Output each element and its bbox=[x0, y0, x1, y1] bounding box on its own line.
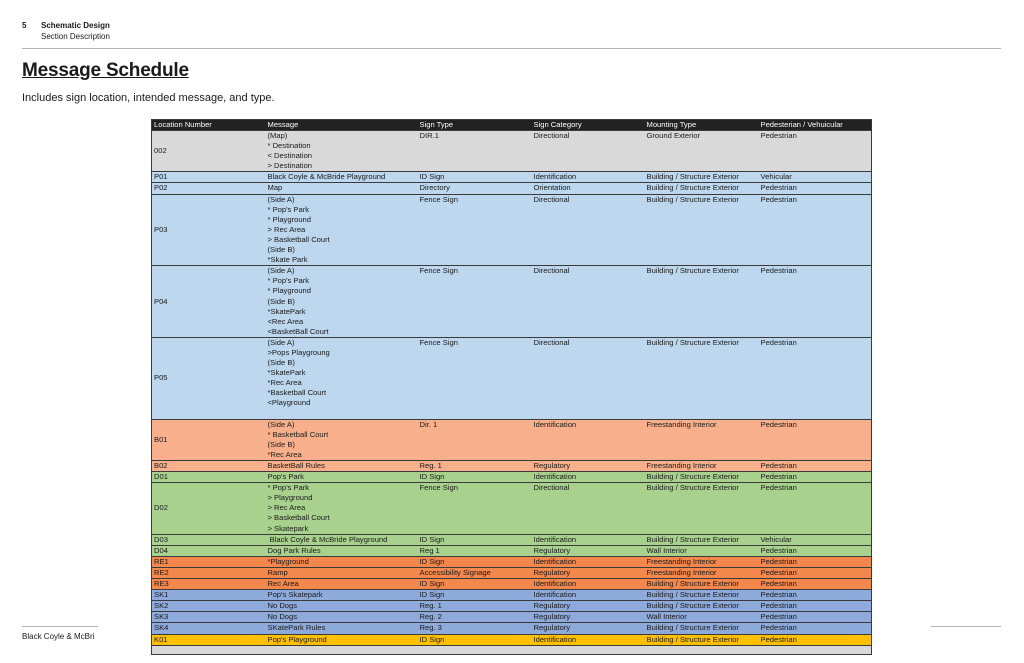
table-row bbox=[152, 483, 872, 534]
cell-mounting-type: Building / Structure Exterior bbox=[645, 266, 759, 338]
cell-message: Ramp bbox=[266, 567, 418, 578]
cell-sign-category: Identification bbox=[532, 579, 645, 590]
cell-sign-type: ID Sign bbox=[418, 534, 532, 545]
cell-mounting-type: Building / Structure Exterior bbox=[645, 623, 759, 634]
page-subtitle: Includes sign location, intended message, and type. bbox=[22, 92, 275, 104]
cell-location: B01 bbox=[152, 419, 266, 460]
cell-message: No Dogs bbox=[266, 612, 418, 623]
cell-sign-category: Directional bbox=[532, 266, 645, 338]
cell-mounting-type: Building / Structure Exterior bbox=[645, 601, 759, 612]
cell-pedestrian-vehicular: Pedestrian bbox=[759, 183, 872, 194]
cell-message: (Side A) >Pops Playgroung (Side B) *SkatePark *Rec Area *Basketball Court <Playground bbox=[266, 337, 418, 419]
table-body bbox=[152, 131, 872, 655]
cell-mounting-type: Building / Structure Exterior bbox=[645, 472, 759, 483]
cell-mounting-type: Building / Structure Exterior bbox=[645, 534, 759, 545]
cell-message: (Side A) * Pop's Park * Playground > Rec Area > Basketball Court (Side B) *Skate Park bbox=[266, 194, 418, 266]
cell-mounting-type: Freestanding Interior bbox=[645, 567, 759, 578]
cell-message: *Playground bbox=[266, 556, 418, 567]
cell-sign-category: Identification bbox=[532, 634, 645, 645]
cell-location: B02 bbox=[152, 461, 266, 472]
cell-pedestrian-vehicular: Pedestrian bbox=[759, 131, 872, 172]
cell-location: P02 bbox=[152, 183, 266, 194]
footer-divider-left bbox=[22, 626, 98, 627]
cell-location: RE1 bbox=[152, 556, 266, 567]
cell-mounting-type: Freestanding Interior bbox=[645, 461, 759, 472]
cell-location: SK3 bbox=[152, 612, 266, 623]
page-title: Message Schedule bbox=[22, 60, 189, 81]
cell-message: Black Coyle & McBride Playground bbox=[266, 172, 418, 183]
cell-pedestrian-vehicular: Pedestrian bbox=[759, 483, 872, 534]
cell-pedestrian-vehicular: Pedestrian bbox=[759, 266, 872, 338]
cell-message: Map bbox=[266, 183, 418, 194]
cell-mounting-type: Ground Exterior bbox=[645, 131, 759, 172]
table-row bbox=[152, 194, 872, 266]
cell-message: Dog Park Rules bbox=[266, 545, 418, 556]
cell-mounting-type: Building / Structure Exterior bbox=[645, 634, 759, 645]
cell-message: SKatePark Rules bbox=[266, 623, 418, 634]
cell-location: P03 bbox=[152, 194, 266, 266]
table-row bbox=[152, 534, 872, 545]
table-row bbox=[152, 461, 872, 472]
cell-sign-type: Accessibility Signage bbox=[418, 567, 532, 578]
cell-pedestrian-vehicular: Pedestrian bbox=[759, 579, 872, 590]
cell-sign-type: ID Sign bbox=[418, 590, 532, 601]
cell-sign-category: Identification bbox=[532, 172, 645, 183]
table-row bbox=[152, 567, 872, 578]
cell-mounting-type: Building / Structure Exterior bbox=[645, 590, 759, 601]
cell-sign-category: Identification bbox=[532, 556, 645, 567]
cell-mounting-type: Building / Structure Exterior bbox=[645, 337, 759, 419]
cell-sign-category: Regulatory bbox=[532, 612, 645, 623]
message-schedule-table bbox=[151, 119, 872, 655]
header-divider bbox=[22, 48, 1001, 49]
section-title: Schematic Design bbox=[41, 21, 110, 30]
cell-location: RE2 bbox=[152, 567, 266, 578]
cell-mounting-type: Freestanding Interior bbox=[645, 556, 759, 567]
cell-location: K01 bbox=[152, 634, 266, 645]
table-row bbox=[152, 579, 872, 590]
cell-sign-type: Reg 1 bbox=[418, 545, 532, 556]
cell-pedestrian-vehicular: Pedestrian bbox=[759, 419, 872, 460]
cell-pedestrian-vehicular: Pedestrian bbox=[759, 601, 872, 612]
cell-mounting-type: Wall Interior bbox=[645, 612, 759, 623]
table-row bbox=[152, 545, 872, 556]
table-row bbox=[152, 131, 872, 172]
column-header-location: Location Number bbox=[152, 120, 266, 131]
cell-location: D02 bbox=[152, 483, 266, 534]
cell-location: P05 bbox=[152, 337, 266, 419]
table-row bbox=[152, 337, 872, 419]
cell-sign-type: ID Sign bbox=[418, 634, 532, 645]
cell-sign-type: Reg. 2 bbox=[418, 612, 532, 623]
table-row bbox=[152, 623, 872, 634]
table-row bbox=[152, 419, 872, 460]
table-row bbox=[152, 183, 872, 194]
cell-mounting-type: Building / Structure Exterior bbox=[645, 172, 759, 183]
cell-sign-type: ID Sign bbox=[418, 172, 532, 183]
page-number: 5 bbox=[22, 21, 27, 30]
cell-pedestrian-vehicular: Pedestrian bbox=[759, 590, 872, 601]
cell-message: (Side A) * Pop's Park * Playground (Side B) *SkatePark <Rec Area <BasketBall Court bbox=[266, 266, 418, 338]
cell-sign-type: Dir. 1 bbox=[418, 419, 532, 460]
cell-sign-type: ID Sign bbox=[418, 472, 532, 483]
cell-sign-category: Identification bbox=[532, 590, 645, 601]
cell-location: D03 bbox=[152, 534, 266, 545]
cell-pedestrian-vehicular: Pedestrian bbox=[759, 194, 872, 266]
column-header-sign-type: Sign Type bbox=[418, 120, 532, 131]
cell-mounting-type: Building / Structure Exterior bbox=[645, 483, 759, 534]
cell-location: SK4 bbox=[152, 623, 266, 634]
cell-message: * Pop's Park > Playground > Rec Area > Basketball Court > Skatepark bbox=[266, 483, 418, 534]
column-header-pedestrian-vehicular: Pedesterian / Vehuicular bbox=[759, 120, 872, 131]
cell-message: Pop's Park bbox=[266, 472, 418, 483]
cell-location: P01 bbox=[152, 172, 266, 183]
cell-pedestrian-vehicular: Pedestrian bbox=[759, 556, 872, 567]
cell-sign-category: Identification bbox=[532, 534, 645, 545]
cell-location: D01 bbox=[152, 472, 266, 483]
cell-sign-type: Directory bbox=[418, 183, 532, 194]
cell-pedestrian-vehicular: Pedestrian bbox=[759, 472, 872, 483]
cell-sign-category: Regulatory bbox=[532, 601, 645, 612]
cell-sign-category: Identification bbox=[532, 472, 645, 483]
cell-sign-category: Regulatory bbox=[532, 461, 645, 472]
table-row bbox=[152, 634, 872, 645]
cell-sign-type: Reg. 1 bbox=[418, 461, 532, 472]
cell-message: (Map) * Destination < Destination > Destination bbox=[266, 131, 418, 172]
table-row bbox=[152, 556, 872, 567]
column-header-message: Message bbox=[266, 120, 418, 131]
cell-location: 002 bbox=[152, 131, 266, 172]
cell-message: Rec Area bbox=[266, 579, 418, 590]
cell-location: RE3 bbox=[152, 579, 266, 590]
cell-sign-type: Fence Sign bbox=[418, 266, 532, 338]
cell-pedestrian-vehicular: Pedestrian bbox=[759, 337, 872, 419]
cell-message: No Dogs bbox=[266, 601, 418, 612]
cell-pedestrian-vehicular: Pedestrian bbox=[759, 634, 872, 645]
cell-sign-type: Fence Sign bbox=[418, 194, 532, 266]
cell-sign-category: Directional bbox=[532, 131, 645, 172]
cell-pedestrian-vehicular: Pedestrian bbox=[759, 461, 872, 472]
cell-message: Pop's Playground bbox=[266, 634, 418, 645]
cell-mounting-type: Freestanding Interior bbox=[645, 419, 759, 460]
cell-location: SK2 bbox=[152, 601, 266, 612]
cell-sign-category: Regulatory bbox=[532, 545, 645, 556]
table-end-cell bbox=[152, 645, 872, 654]
cell-mounting-type: Wall Interior bbox=[645, 545, 759, 556]
column-header-mounting-type: Mounting Type bbox=[645, 120, 759, 131]
cell-location: SK1 bbox=[152, 590, 266, 601]
footer-text: Black Coyle & McBri bbox=[22, 632, 95, 641]
cell-location: D04 bbox=[152, 545, 266, 556]
cell-mounting-type: Building / Structure Exterior bbox=[645, 183, 759, 194]
cell-pedestrian-vehicular: Vehicular bbox=[759, 534, 872, 545]
cell-sign-category: Identification bbox=[532, 419, 645, 460]
cell-sign-type: ID Sign bbox=[418, 556, 532, 567]
cell-pedestrian-vehicular: Pedestrian bbox=[759, 545, 872, 556]
cell-sign-category: Directional bbox=[532, 483, 645, 534]
footer-divider-right bbox=[931, 626, 1001, 627]
section-subtitle: Section Description bbox=[41, 32, 110, 41]
cell-sign-type: Fence Sign bbox=[418, 337, 532, 419]
cell-sign-category: Directional bbox=[532, 337, 645, 419]
cell-pedestrian-vehicular: Pedestrian bbox=[759, 567, 872, 578]
cell-pedestrian-vehicular: Vehicular bbox=[759, 172, 872, 183]
cell-message: BasketBall Rules bbox=[266, 461, 418, 472]
cell-pedestrian-vehicular: Pedestrian bbox=[759, 623, 872, 634]
column-header-sign-category: Sign Category bbox=[532, 120, 645, 131]
table-header-row bbox=[152, 120, 872, 131]
table-row bbox=[152, 172, 872, 183]
cell-message: (Side A) * Basketball Court (Side B) *Rec Area bbox=[266, 419, 418, 460]
cell-sign-type: Reg. 1 bbox=[418, 601, 532, 612]
table-row bbox=[152, 266, 872, 338]
cell-message: Pop's Skatepark bbox=[266, 590, 418, 601]
table-row bbox=[152, 472, 872, 483]
cell-location: P04 bbox=[152, 266, 266, 338]
cell-sign-type: ID Sign bbox=[418, 579, 532, 590]
table-row bbox=[152, 590, 872, 601]
table-row bbox=[152, 601, 872, 612]
cell-sign-category: Directional bbox=[532, 194, 645, 266]
table-row bbox=[152, 612, 872, 623]
cell-sign-category: Regulatory bbox=[532, 567, 645, 578]
cell-message: Black Coyle & McBride Playground bbox=[266, 534, 418, 545]
cell-sign-category: Regulatory bbox=[532, 623, 645, 634]
cell-sign-type: DIR.1 bbox=[418, 131, 532, 172]
cell-sign-category: Orientation bbox=[532, 183, 645, 194]
table-end-row bbox=[152, 645, 872, 654]
cell-mounting-type: Building / Structure Exterior bbox=[645, 194, 759, 266]
cell-sign-type: Reg. 3 bbox=[418, 623, 532, 634]
cell-mounting-type: Building / Structure Exterior bbox=[645, 579, 759, 590]
cell-sign-type: Fence Sign bbox=[418, 483, 532, 534]
cell-pedestrian-vehicular: Pedestrian bbox=[759, 612, 872, 623]
